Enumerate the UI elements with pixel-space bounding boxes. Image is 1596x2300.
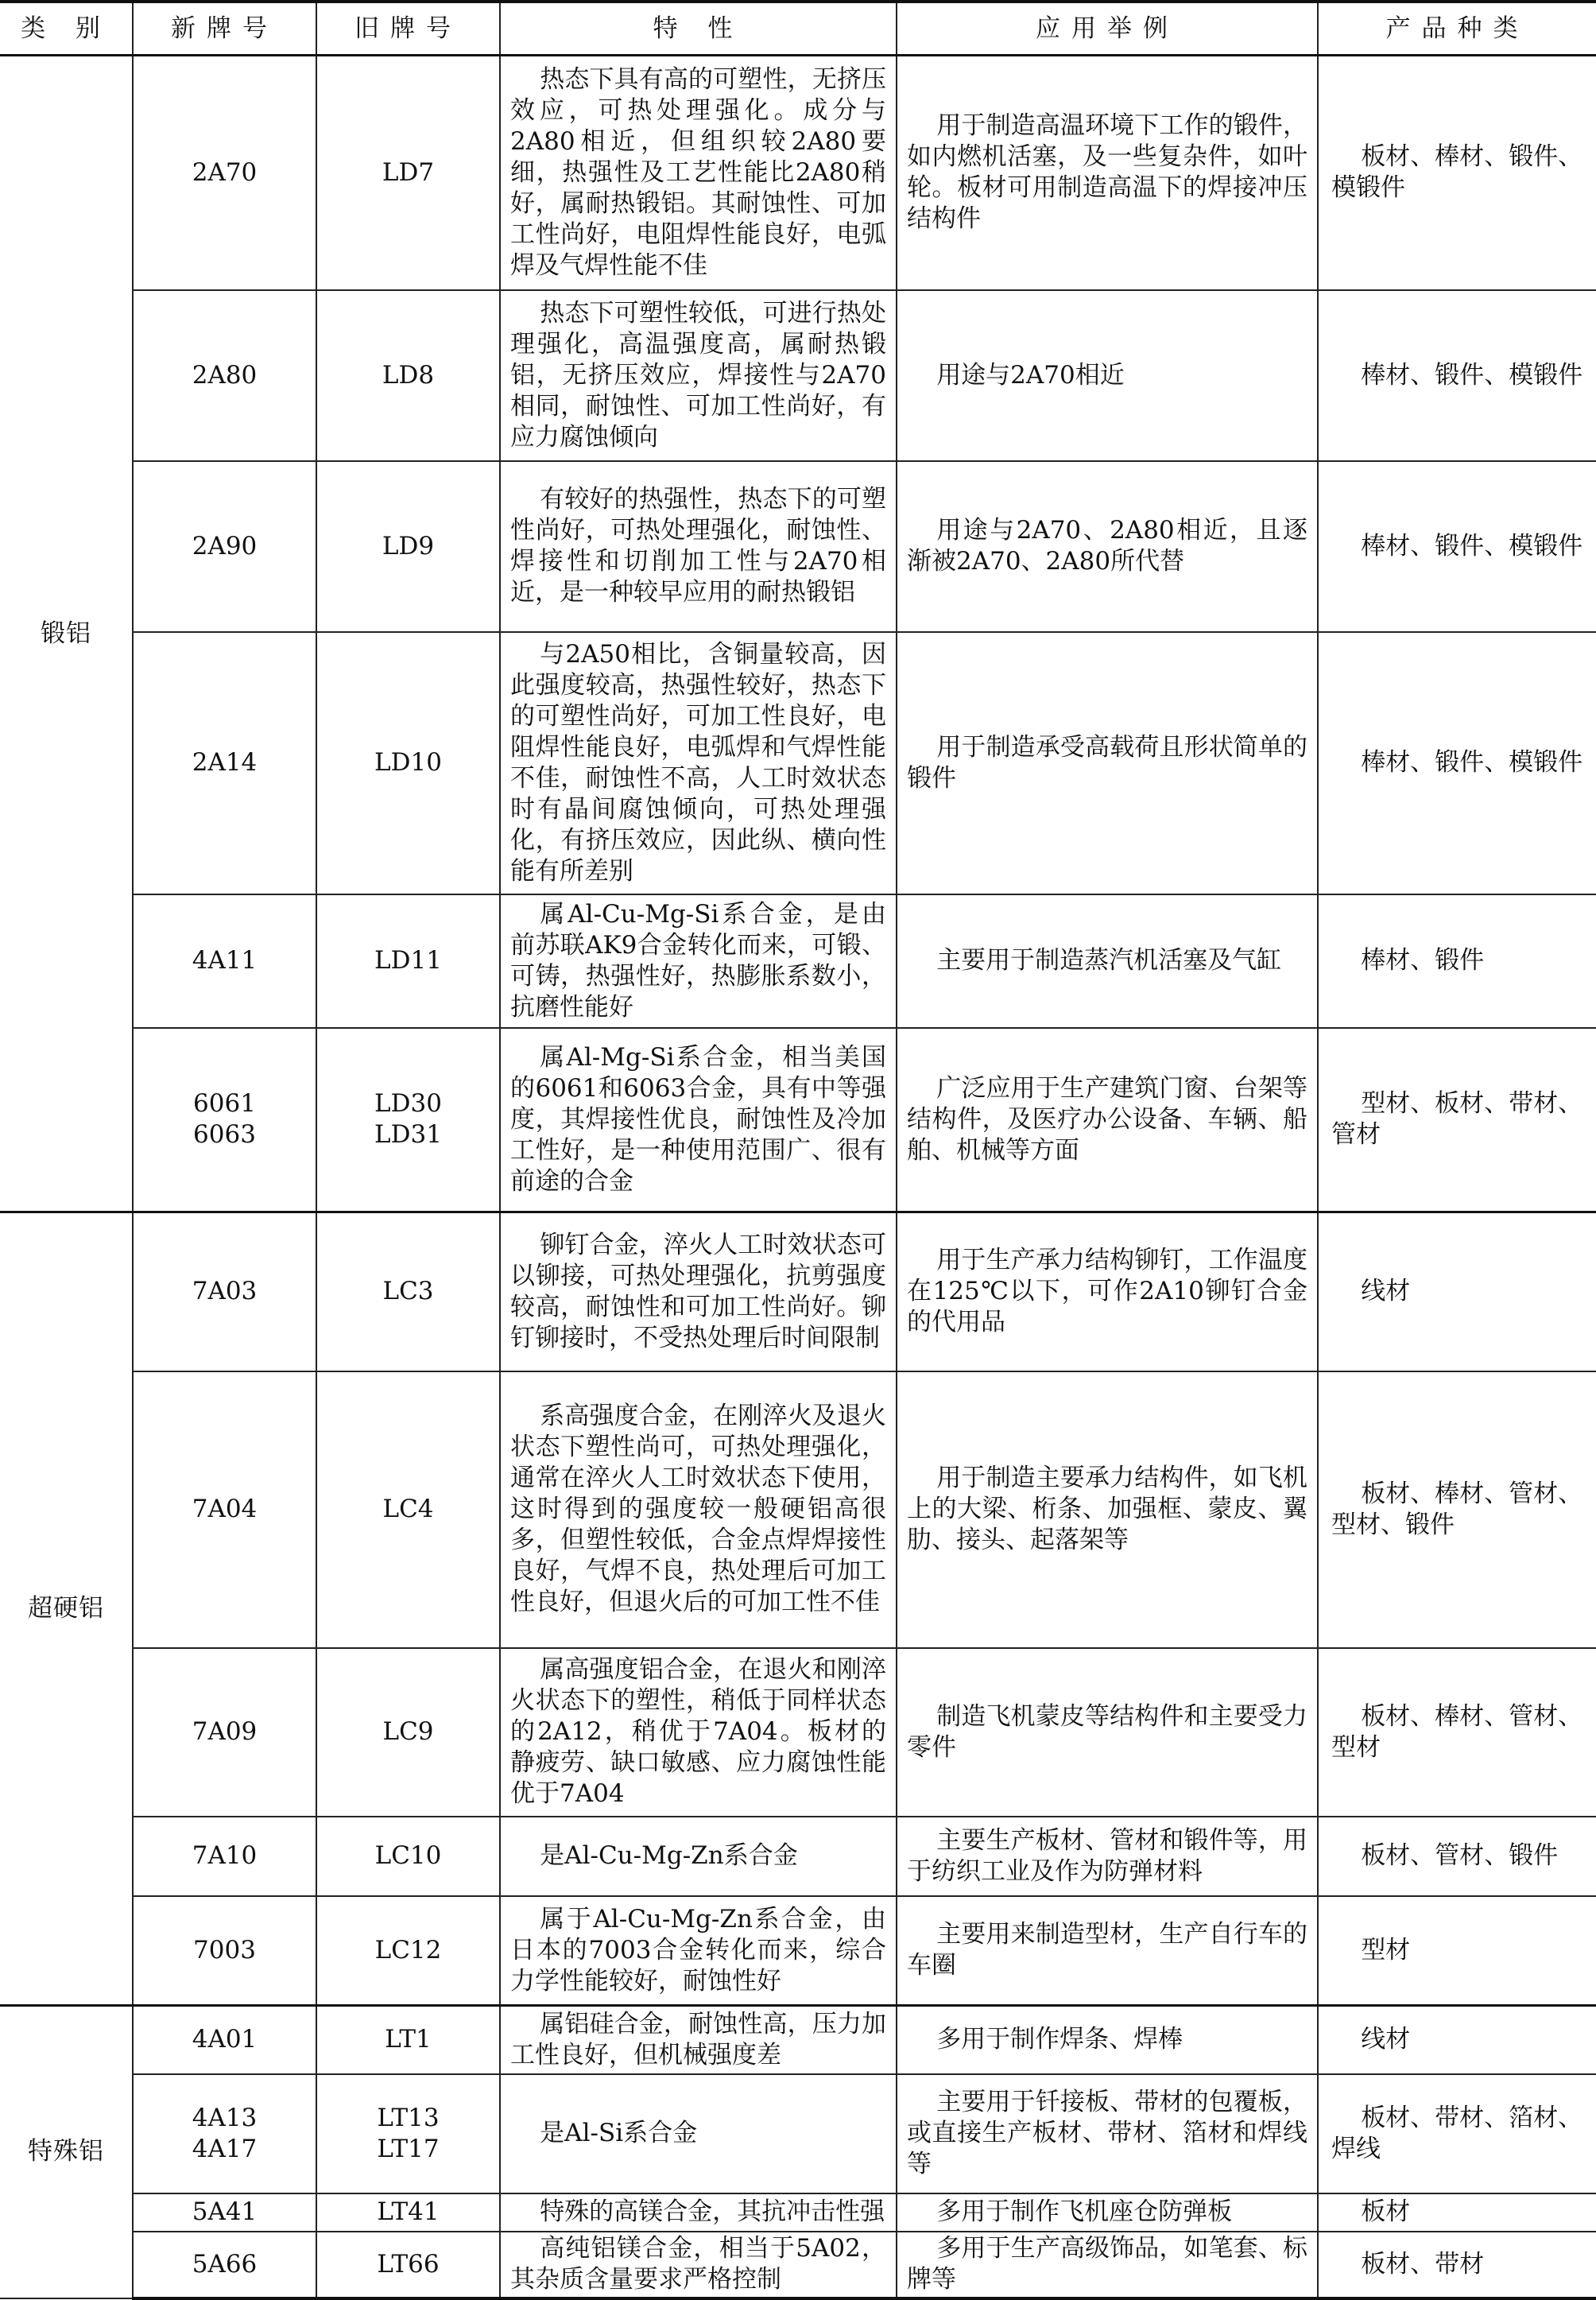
feature-cell: 属Al-Cu-Mg-Si系合金，是由前苏联AK9合金转化而来，可锻、可铸，热强性好，热膨胀系数小，抗磨性能好 <box>500 894 897 1028</box>
category-cell: 锻铝 <box>0 56 133 1212</box>
new-grade-cell: 5A41 <box>133 2193 316 2232</box>
product-cell: 线材 <box>1318 2006 1596 2074</box>
feature-cell: 属铝硅合金，耐蚀性高，压力加工性良好，但机械强度差 <box>500 2006 897 2074</box>
usage-cell: 用于制造高温环境下工作的锻件，如内燃机活塞，及一些复杂件，如叶轮。板材可用制造高温下的焊接冲压结构件 <box>897 56 1318 290</box>
feature-cell: 属于Al-Cu-Mg-Zn系合金，由日本的7003合金转化而来，综合力学性能较好，耐蚀性好 <box>500 1896 897 2006</box>
category-cell: 特殊铝 <box>0 2006 133 2298</box>
usage-cell: 制造飞机蒙皮等结构件和主要受力零件 <box>897 1648 1318 1817</box>
table-row <box>0 461 1596 632</box>
new-grade-cell: 2A90 <box>133 461 316 632</box>
old-grade-cell: LD7 <box>316 56 500 290</box>
feature-cell: 有较好的热强性，热态下的可塑性尚好，可热处理强化，耐蚀性、焊接性和切削加工性与2A70相近，是一种较早应用的耐热锻铝 <box>500 461 897 632</box>
table-row <box>0 2193 1596 2232</box>
usage-cell: 多用于生产高级饰品，如笔套、标牌等 <box>897 2232 1318 2298</box>
product-cell: 板材、管材、锻件 <box>1318 1817 1596 1896</box>
category-cell: 超硬铝 <box>0 1212 133 2006</box>
table-row <box>0 1371 1596 1648</box>
feature-cell: 高纯铝镁合金，相当于5A02，其杂质含量要求严格控制 <box>500 2232 897 2298</box>
product-cell: 棒材、锻件、模锻件 <box>1318 461 1596 632</box>
product-cell: 板材、棒材、锻件、模锻件 <box>1318 56 1596 290</box>
feature-cell: 与2A50相比，含铜量较高，因此强度较高，热强性较好，热态下的可塑性尚好，可加工性良好，电阻焊性能良好，电弧焊和气焊性能不佳，耐蚀性不高，人工时效状态时有晶间腐蚀倾向，可热处理强化，有挤压效应，因此纵、横向性能有所差别 <box>500 632 897 894</box>
product-cell: 型材 <box>1318 1896 1596 2006</box>
old-grade-cell: LC4 <box>316 1371 500 1648</box>
old-grade-cell: LC10 <box>316 1817 500 1896</box>
new-grade-cell: 7A04 <box>133 1371 316 1648</box>
product-cell: 板材、带材 <box>1318 2232 1596 2298</box>
old-grade-cell: LC9 <box>316 1648 500 1817</box>
old-grade-cell: LD10 <box>316 632 500 894</box>
table-row <box>0 1028 1596 1212</box>
new-grade-cell: 6061 6063 <box>133 1028 316 1212</box>
old-grade-cell: LD30 LD31 <box>316 1028 500 1212</box>
product-cell: 棒材、锻件、模锻件 <box>1318 632 1596 894</box>
table-row <box>0 1212 1596 1371</box>
old-grade-cell: LD9 <box>316 461 500 632</box>
feature-cell: 属高强度铝合金，在退火和刚淬火状态下的塑性，稍低于同样状态的2A12，稍优于7A04。板材的静疲劳、缺口敏感、应力腐蚀性能优于7A04 <box>500 1648 897 1817</box>
table-row <box>0 290 1596 461</box>
new-grade-cell: 7A10 <box>133 1817 316 1896</box>
product-cell: 棒材、锻件、模锻件 <box>1318 290 1596 461</box>
header-products: 产品种类 <box>1318 2 1596 56</box>
feature-cell: 是Al-Cu-Mg-Zn系合金 <box>500 1817 897 1896</box>
old-grade-cell: LT1 <box>316 2006 500 2074</box>
new-grade-cell: 7A09 <box>133 1648 316 1817</box>
usage-cell: 用于生产承力结构铆钉，工作温度在125℃以下，可作2A10铆钉合金的代用品 <box>897 1212 1318 1371</box>
product-cell: 板材、棒材、管材、型材、锻件 <box>1318 1371 1596 1648</box>
old-grade-cell: LD8 <box>316 290 500 461</box>
old-grade-cell: LT41 <box>316 2193 500 2232</box>
product-cell: 线材 <box>1318 1212 1596 1371</box>
new-grade-cell: 2A14 <box>133 632 316 894</box>
new-grade-cell: 7003 <box>133 1896 316 2006</box>
feature-cell: 热态下可塑性较低，可进行热处理强化，高温强度高，属耐热锻铝，无挤压效应，焊接性与2A70相同，耐蚀性、可加工性尚好，有应力腐蚀倾向 <box>500 290 897 461</box>
usage-cell: 多用于制作焊条、焊棒 <box>897 2006 1318 2074</box>
new-grade-cell: 4A01 <box>133 2006 316 2074</box>
usage-cell: 用途与2A70相近 <box>897 290 1318 461</box>
table-row <box>0 1896 1596 2006</box>
table-row <box>0 1817 1596 1896</box>
usage-cell: 用途与2A70、2A80相近，且逐渐被2A70、2A80所代替 <box>897 461 1318 632</box>
usage-cell: 主要生产板材、管材和锻件等，用于纺织工业及作为防弹材料 <box>897 1817 1318 1896</box>
usage-cell: 广泛应用于生产建筑门窗、台架等结构件，及医疗办公设备、车辆、船舶、机械等方面 <box>897 1028 1318 1212</box>
old-grade-cell: LD11 <box>316 894 500 1028</box>
feature-cell: 热态下具有高的可塑性，无挤压效应，可热处理强化。成分与2A80相近，但组织较2A80要细，热强性及工艺性能比2A80稍好，属耐热锻铝。其耐蚀性、可加工性尚好，电阻焊性能良好，电弧焊及气焊性能不佳 <box>500 56 897 290</box>
header-usage: 应用举例 <box>897 2 1318 56</box>
table-row <box>0 1648 1596 1817</box>
new-grade-cell: 2A80 <box>133 290 316 461</box>
table-row <box>0 2006 1596 2074</box>
new-grade-cell: 5A66 <box>133 2232 316 2298</box>
usage-cell: 用于制造承受高载荷且形状简单的锻件 <box>897 632 1318 894</box>
new-grade-cell: 7A03 <box>133 1212 316 1371</box>
table-row <box>0 2232 1596 2298</box>
feature-cell: 铆钉合金，淬火人工时效状态可以铆接，可热处理强化，抗剪强度较高，耐蚀性和可加工性尚好。铆钉铆接时，不受热处理后时间限制 <box>500 1212 897 1371</box>
header-new-grade: 新牌号 <box>133 2 316 56</box>
old-grade-cell: LC12 <box>316 1896 500 2006</box>
header-category: 类 别 <box>0 2 133 56</box>
product-cell: 板材、棒材、管材、型材 <box>1318 1648 1596 1817</box>
table-row <box>0 56 1596 290</box>
feature-cell: 特殊的高镁合金，其抗冲击性强 <box>500 2193 897 2232</box>
usage-cell: 多用于制作飞机座仓防弹板 <box>897 2193 1318 2232</box>
product-cell: 型材、板材、带材、管材 <box>1318 1028 1596 1212</box>
feature-cell: 是Al-Si系合金 <box>500 2074 897 2193</box>
usage-cell: 主要用来制造型材，生产自行车的车圈 <box>897 1896 1318 2006</box>
product-cell: 板材、带材、箔材、焊线 <box>1318 2074 1596 2193</box>
product-cell: 板材 <box>1318 2193 1596 2232</box>
table-row <box>0 632 1596 894</box>
new-grade-cell: 4A11 <box>133 894 316 1028</box>
feature-cell: 系高强度合金，在刚淬火及退火状态下塑性尚可，可热处理强化，通常在淬火人工时效状态下使用，这时得到的强度较一般硬铝高很多，但塑性较低，合金点焊焊接性良好，气焊不良，热处理后可加工性良好，但退火后的可加工性不佳 <box>500 1371 897 1648</box>
feature-cell: 属Al-Mg-Si系合金，相当美国的6061和6063合金，具有中等强度，其焊接性优良，耐蚀性及冷加工性好，是一种使用范围广、很有前途的合金 <box>500 1028 897 1212</box>
old-grade-cell: LT66 <box>316 2232 500 2298</box>
header-features: 特 性 <box>500 2 897 56</box>
old-grade-cell: LT13 LT17 <box>316 2074 500 2193</box>
header-row <box>0 2 1596 56</box>
new-grade-cell: 4A13 4A17 <box>133 2074 316 2193</box>
product-cell: 棒材、锻件 <box>1318 894 1596 1028</box>
usage-cell: 用于制造主要承力结构件，如飞机上的大梁、桁条、加强框、蒙皮、翼肋、接头、起落架等 <box>897 1371 1318 1648</box>
table-row <box>0 2074 1596 2193</box>
old-grade-cell: LC3 <box>316 1212 500 1371</box>
usage-cell: 主要用于钎接板、带材的包覆板，或直接生产板材、带材、箔材和焊线等 <box>897 2074 1318 2193</box>
table-row <box>0 894 1596 1028</box>
header-old-grade: 旧牌号 <box>316 2 500 56</box>
usage-cell: 主要用于制造蒸汽机活塞及气缸 <box>897 894 1318 1028</box>
new-grade-cell: 2A70 <box>133 56 316 290</box>
